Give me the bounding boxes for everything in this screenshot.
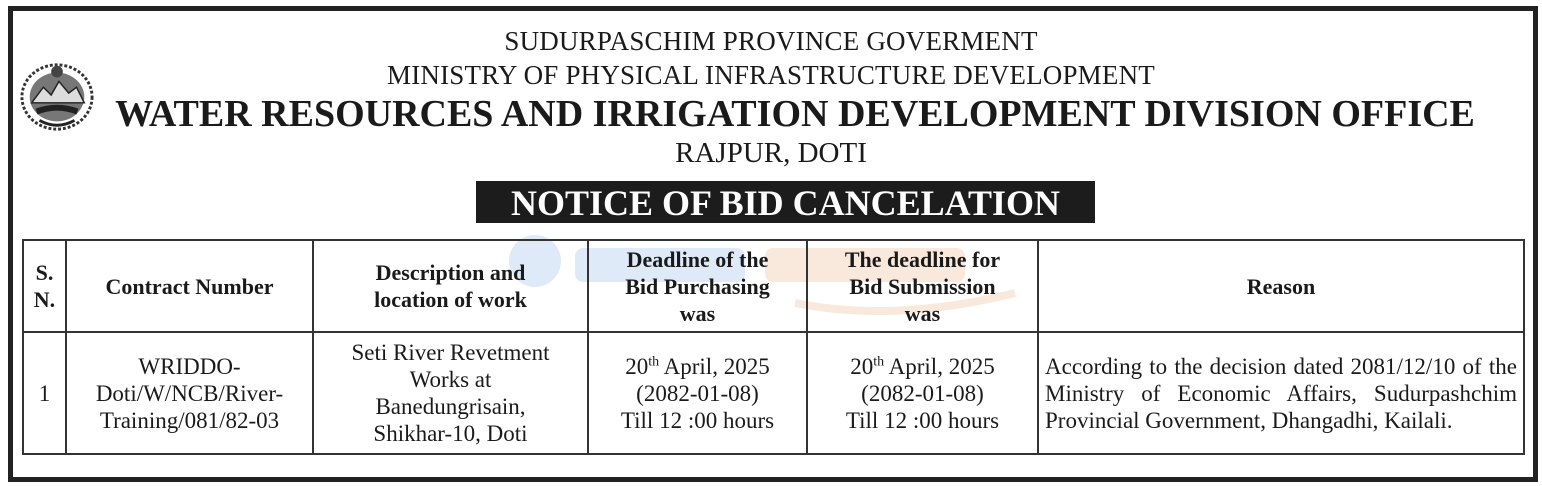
- submission-date: 20th April, 2025: [850, 353, 995, 379]
- purchase-time: Till 12 :00 hours: [620, 407, 775, 433]
- submission-date-bs: (2082-01-08): [861, 380, 984, 406]
- header-description: Description and location of work: [313, 240, 588, 332]
- ministry-title: MINISTRY OF PHYSICAL INFRASTRUCTURE DEVELOPMENT: [387, 60, 1155, 90]
- bid-cancelation-table: [22, 239, 1525, 455]
- office-location: RAJPUR, DOTI: [675, 137, 867, 169]
- table-header-row: [23, 240, 1524, 332]
- header-sn: S. N.: [23, 240, 66, 332]
- cell-sn: 1: [23, 332, 66, 454]
- purchase-date: 20th April, 2025: [625, 353, 770, 379]
- table-row: [23, 332, 1524, 454]
- header-purchase-deadline: Deadline of the Bid Purchasing was: [588, 240, 807, 332]
- notice-heading: NOTICE OF BID CANCELATION: [476, 181, 1095, 223]
- header-contract-number: Contract Number: [66, 240, 313, 332]
- purchase-date-bs: (2082-01-08): [636, 380, 759, 406]
- cell-submission-deadline: [807, 332, 1038, 454]
- office-title: WATER RESOURCES AND IRRIGATION DEVELOPMENT DIVISION OFFICE: [115, 93, 1475, 135]
- header-reason: Reason: [1038, 240, 1524, 332]
- cell-purchase-deadline: [588, 332, 807, 454]
- cell-description: Seti River Revetment Works at Banedungrisain, Shikhar-10, Doti: [313, 332, 588, 454]
- province-government-title: SUDURPASCHIM PROVINCE GOVERMENT: [504, 26, 1038, 56]
- header-submission-deadline: The deadline for Bid Submission was: [807, 240, 1038, 332]
- cell-contract-number: WRIDDO- Doti/W/NCB/River- Training/081/82-03: [66, 332, 313, 454]
- cell-reason: According to the decision dated 2081/12/10 of the Ministry of Economic Affairs, Sudurpashchim Provincial Government, Dhangadhi, Kailali.: [1038, 332, 1524, 454]
- submission-time: Till 12 :00 hours: [845, 407, 1000, 433]
